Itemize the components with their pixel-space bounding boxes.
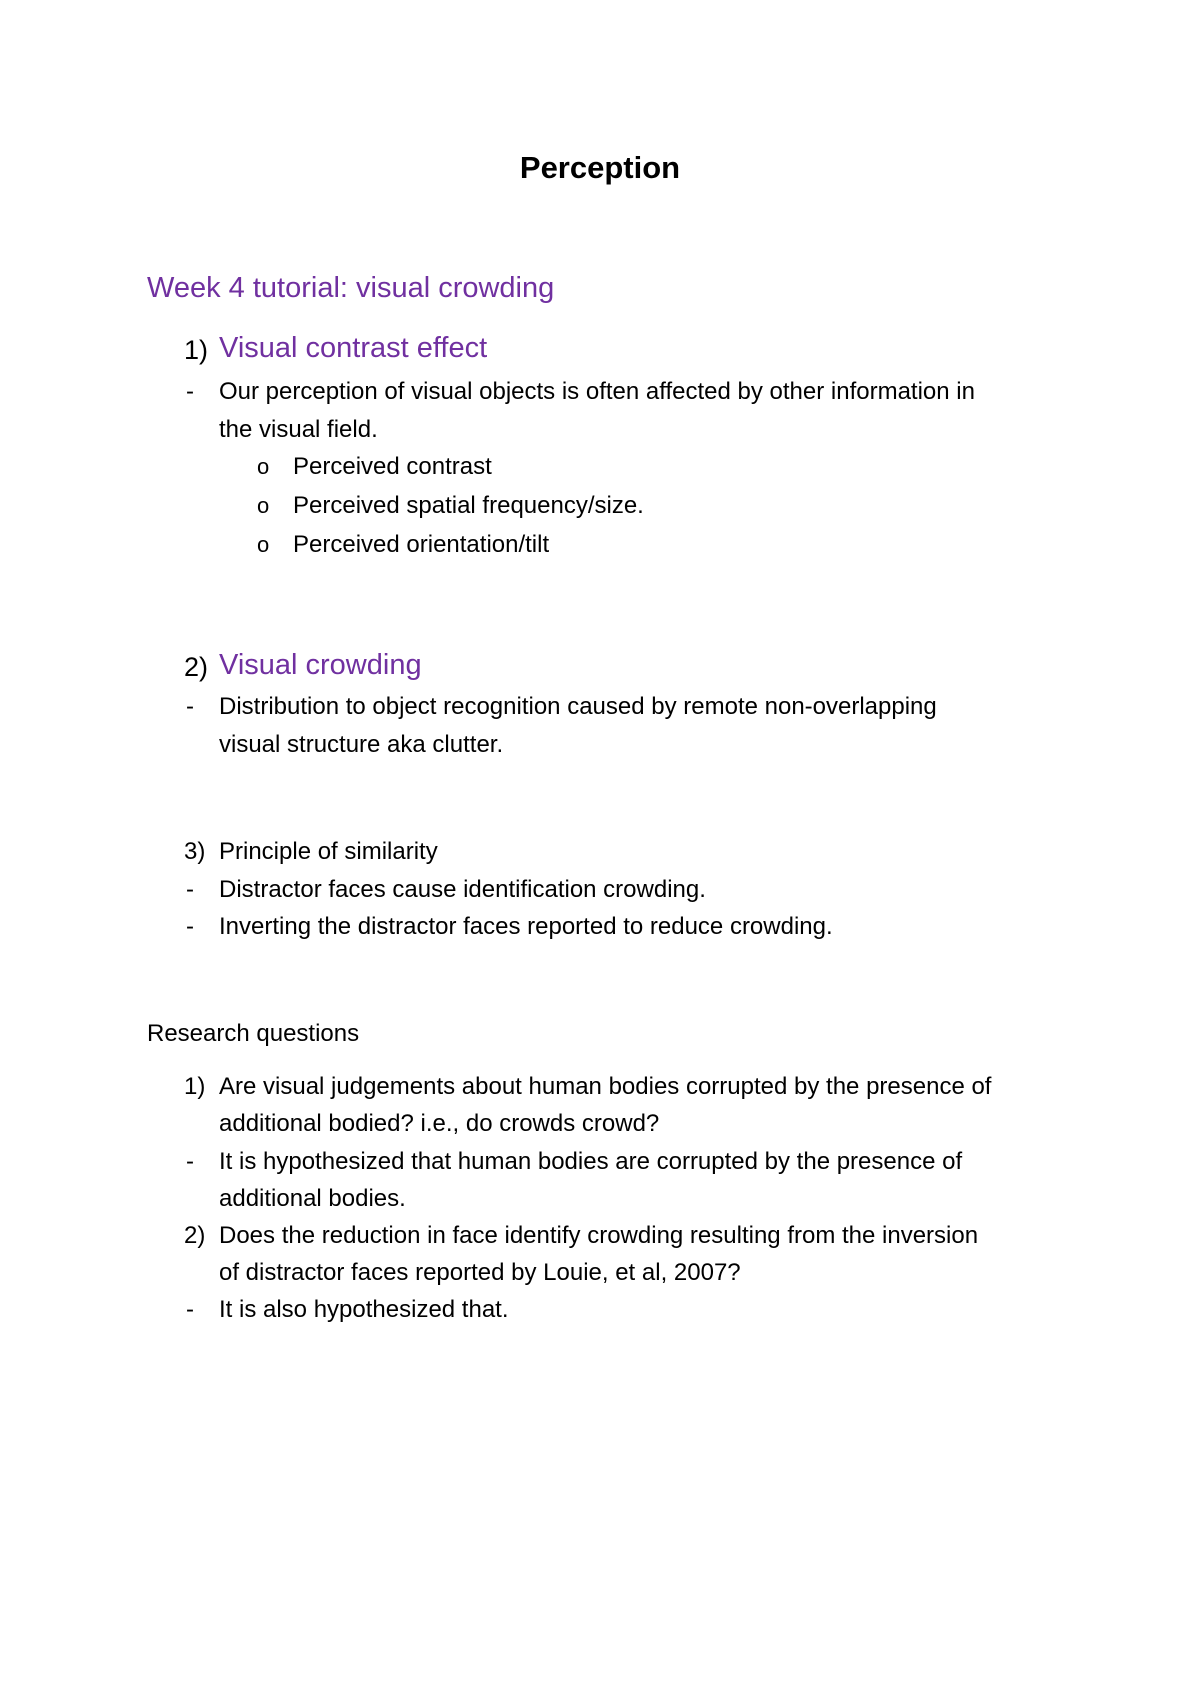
circle-bullet: o: [257, 532, 270, 557]
question2-number: 2): [184, 1222, 206, 1249]
question2-bullet: It is also hypothesized that.: [219, 1296, 509, 1323]
circle-bullet: o: [257, 454, 270, 479]
question2-line1: Does the reduction in face identify crowding resulting from the inversion: [219, 1222, 979, 1249]
section2-text-line1: Distribution to object recognition caused by remote non-overlapping: [219, 693, 937, 720]
bullet-dash: -: [186, 378, 194, 405]
bullet-dash: -: [186, 1148, 194, 1175]
section1-text-line1: Our perception of visual objects is often affected by other information in: [219, 378, 975, 405]
question1-line2: additional bodied? i.e., do crowds crowd?: [219, 1110, 660, 1137]
research-heading: Research questions: [147, 1020, 360, 1047]
question1-bullet-line2: additional bodies.: [219, 1185, 406, 1212]
bullet-dash: -: [186, 913, 194, 940]
question1-line1: Are visual judgements about human bodies corrupted by the presence of: [219, 1073, 992, 1100]
document-title: Perception: [519, 150, 681, 185]
section1-heading: Visual contrast effect: [219, 332, 488, 364]
section2-text-line2: visual structure aka clutter.: [219, 731, 504, 758]
bullet-dash: -: [186, 693, 194, 720]
circle-bullet: o: [257, 493, 270, 518]
bullet-dash: -: [186, 1296, 194, 1323]
section3-heading: Principle of similarity: [219, 838, 438, 865]
question1-bullet-line1: It is hypothesized that human bodies are corrupted by the presence of: [219, 1148, 963, 1175]
section1-text-line2: the visual field.: [219, 416, 378, 443]
section1-subitem: Perceived spatial frequency/size.: [293, 492, 644, 519]
section1-number: 1): [184, 335, 209, 365]
question2-line2: of distractor faces reported by Louie, et al, 2007?: [219, 1259, 741, 1286]
section3-bullet: Inverting the distractor faces reported to reduce crowding.: [219, 913, 833, 940]
week-heading: Week 4 tutorial: visual crowding: [147, 272, 555, 304]
section1-subitem: Perceived orientation/tilt: [293, 531, 550, 558]
bullet-dash: -: [186, 876, 194, 903]
section2-number: 2): [184, 652, 209, 682]
section1-subitem: Perceived contrast: [293, 453, 492, 480]
section2-heading: Visual crowding: [219, 649, 422, 681]
section3-bullet: Distractor faces cause identification crowding.: [219, 876, 706, 903]
question1-number: 1): [184, 1073, 206, 1100]
section3-number: 3): [184, 838, 206, 865]
